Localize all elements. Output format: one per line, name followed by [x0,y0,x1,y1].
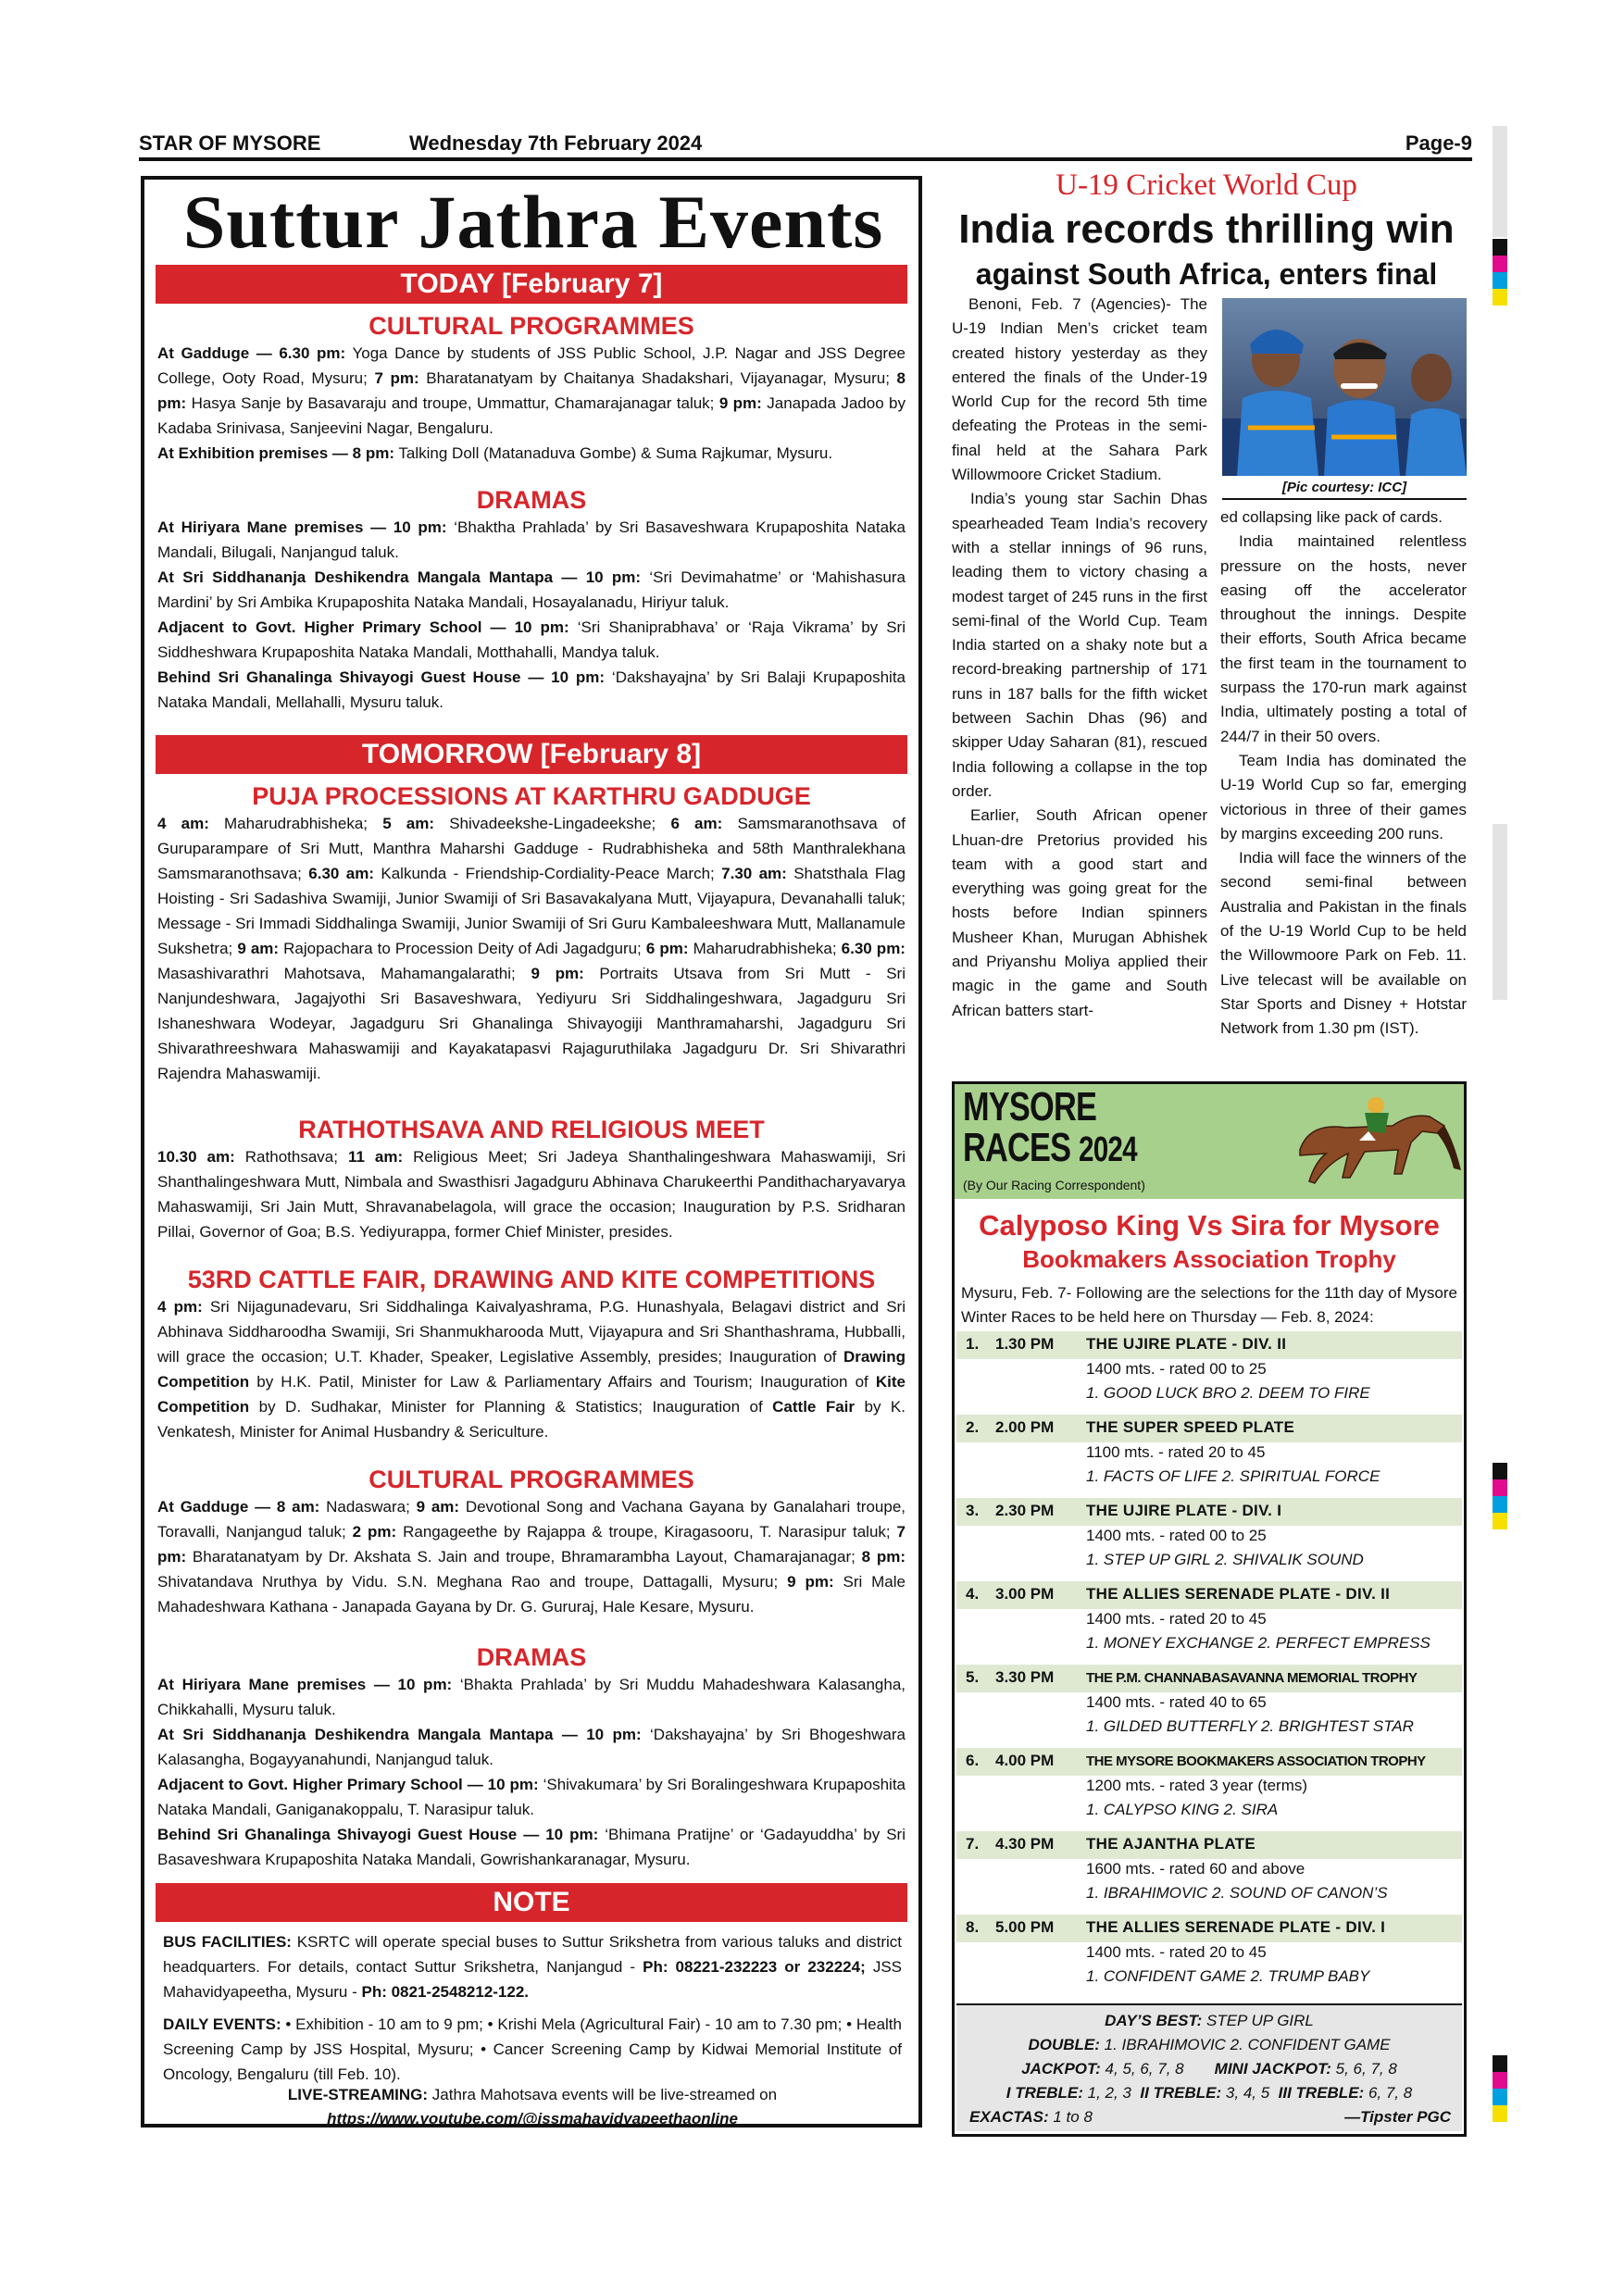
jackpot: JACKPOT: 4, 5, 6, 7, 8 MINI JACKPOT: 5, 6, 7, 8 [1021,2060,1397,2078]
dramas-2-heading: DRAMAS [476,1643,587,1671]
registration-bar [1493,2072,1507,2089]
race-number: 8. [966,1918,980,1936]
race-number: 2. [966,1418,980,1436]
days-best-box [956,2003,1462,2131]
race-number: 3. [966,1502,980,1519]
photo-caption: [Pic courtesy: ICC] [1222,478,1467,500]
registration-bar [1493,239,1507,256]
issue-date: Wednesday 7th February 2024 [409,131,703,155]
race-name: THE AJANTHA PLATE [1086,1835,1255,1853]
today-dramas-text: At Hiriyara Mane premises — 10 pm: ‘Bhaktha Prahlada’ by Sri Basaveshwara Krupaposhita Nataka Mandali, Bilugali, Nanjangud taluk. At Sri Siddhananja Deshikendra Mangala Mantapa — 10 pm: ‘Sri Devimahatme’ or ‘Mahishasura Mardini’ by Sri Ambika Krupaposhita Nataka Mandali, Hosayalanadu, Hiriyur taluk. Adjacent to Govt. Higher Primary School — 10 pm: ‘Sri Shaniprabhava’ or ‘Raja Vikrama’ by Sri Siddheshwara Krupaposhita Nataka Mandali, Motthahalli, Mandya taluk. Behind Sri Ghanalinga Shivayogi Guest House — 10 pm: ‘Dakshayajna’ by Sri Balaji Krupaposhita Nataka Mandali, Mellahalli, Mysuru taluk. [157,518,906,711]
cricket-paragraph: Earlier, South African opener Lhuan-dre Pretorius provided his team with a good start and everything was going great for the hosts before Indian spinners Musheer Khan, Murugan Abhishek and Priyanshu Moliya applied their magic in the game and South African batters start- [952,806,1207,1019]
race-entry [956,1665,1462,1746]
tomorrow-band: TOMORROW [February 8] [156,735,907,774]
cricket-paragraph: India’s young star Sachin Dhas spearheaded Team India’s recovery with a stellar innings of 96 runs, leading them to victory chasing a modest target of 245 runs in the first semi-final of the World Cup. Team India started on a shaky note but a record-breaking partnership of 171 runs in 187 balls for the fifth wicket between Sachin Dhas (96) and skipper Uday Saharan (81), rescued India following a collapse in the top order. [952,490,1207,800]
race-entry [956,1748,1462,1829]
livestream-link[interactable]: https://www.youtube.com/@jssmahavidyapeethaonline [327,2110,738,2128]
registration-bar [1493,126,1507,237]
race-selection: 1. GOOD LUCK BRO 2. DEEM TO FIRE [1086,1384,1370,1402]
race-time: 3.00 PM [995,1585,1055,1603]
registration-bar [1493,256,1507,272]
cattle-fair-text: 4 pm: Sri Nijagunadevaru, Sri Siddhalinga Kaivalyashrama, P.G. Hunashyala, Belagavi district and Sri Abhinava Siddharoodha Swamiji, Sri Shanmukharooda Mutt, Vijayapura and Sri Shanthashrama, Hubballi, will grace the occasion; U.T. Khader, Speaker, Legislative Assembly, presides; Inauguration of Drawing Competition by H.K. Patil, Minister for Law & Parliamentary Affairs and Tourism; Inauguration of Kite Competition by D. Sudhakar, Minister for Planning & Statistics; Inauguration of Cattle Fair by K. Venkatesh, Minister for Animal Husbandry & Sericulture. [157,1298,906,1441]
races-year: 2024 [1079,1130,1137,1169]
livestream-label: LIVE-STREAMING: [287,2086,429,2103]
registration-bar [1493,289,1507,306]
dramas-heading: DRAMAS [476,486,587,514]
race-name: THE ALLIES SERENADE PLATE - DIV. II [1086,1585,1391,1603]
races-intro: Mysuru, Feb. 7- Following are the selections for the 11th day of Mysore Winter Races to be held here on Thursday — Feb. 8, 2024: [961,1284,1457,1326]
today-band: TODAY [February 7] [156,265,907,304]
race-distance: 1400 mts. - rated 20 to 45 [1086,1610,1267,1628]
race-selection: 1. CONFIDENT GAME 2. TRUMP BABY [1086,1967,1370,1985]
jathra-title: Suttur Jathra Events [182,180,884,264]
race-entry [956,1831,1462,1913]
cricket-paragraph: ed collapsing like pack of cards. [1220,508,1443,526]
race-distance: 1400 mts. - rated 20 to 45 [1086,1943,1267,1961]
registration-bar [1493,1496,1507,1513]
rathothsava-text: 10.30 am: Rathothsava; 11 am: Religious Meet; Sri Jadeya Shanthalingeshwara Mahaswamiji, Sri Shanthalingeshwara Mutt, Nimbala and Swasthisri Jagadguru Abhinava Charukeerthi Pandithacharyavarya Mahaswamiji, Sri Jain Mutt, Shravanabelagola, will grace the occasion; Inauguration by P.S. Sridharan Pillai, Governor of Goa; B.S. Yediyurappa, former Chief Minister, presides. [157,1148,906,1241]
cricket-column-2 [1220,505,1467,1042]
registration-bar [1493,824,1507,1000]
tipster: —Tipster PGC [1344,2108,1451,2126]
cricket-subheadline: against South Africa, enters final [975,257,1438,291]
registration-bar [1493,272,1507,289]
today-cultural-text: At Gadduge — 6.30 pm: Yoga Dance by students of JSS Public School, J.P. Nagar and JSS Degree College, Ooty Road, Mysuru; 7 pm: Bharatanatyam by Chaitanya Shadakshari, Vijayanagar, Mysuru; 8 pm: Hasya Sanje by Basavaraju and troupe, Ummattur, Chamarajanagar taluk; 9 pm: Janapada Jadoo by Kadaba Srinivasa, Sanjeevini Nagar, Bengaluru. At Exhibition premises — 8 pm: Talking Doll (Matanaduva Gombe) & Suma Rajkumar, Mysuru. [157,344,906,462]
cricket-column-1 [952,293,1207,1023]
livestream-text: Jathra Mahotsava events will be live-streamed on [431,2086,778,2103]
page-number: Page-9 [1405,131,1472,155]
registration-bar [1493,2055,1507,2072]
races-correspondent: (By Our Racing Correspondent) [963,1178,1145,1192]
race-distance: 1400 mts. - rated 00 to 25 [1086,1527,1267,1544]
cricket-headline: India records thrilling win [958,206,1455,252]
days-best: DAY’S BEST: STEP UP GIRL [1105,2012,1314,2029]
livestream-note [163,2083,902,2131]
page-header [139,128,1472,159]
tomorrow-cultural-text: At Gadduge — 8 am: Nadaswara; 9 am: Devotional Song and Vachana Gayana by Ganalahari troupe, Toravalli, Nanjangud taluk; 2 pm: Rangageethe by Rajappa & troupe, Kiragasooru, T. Narasipur taluk; 7 pm: Bharatanatyam by Dr. Akshata S. Jain and troupe, Bhramarambha Layout, Chamarajanagar; 8 pm: Shivatandava Nruthya by Vidu. S.N. Meghana Rao and troupe, Dattagalli, Mysuru; 9 pm: Sri Male Mahadeshwara Kathana - Janapada Gayana by Dr. G. Gururaj, Hale Kesare, Mysuru. [157,1498,906,1616]
race-number: 5. [966,1668,980,1686]
trebles: I TREBLE: 1, 2, 3 II TREBLE: 3, 4, 5 III TREBLE: 6, 7, 8 [1006,2084,1413,2102]
race-number: 4. [966,1585,980,1603]
races-headline: Calyposo King Vs Sira for Mysore [979,1209,1440,1242]
registration-bar [1493,1479,1507,1496]
race-time: 4.00 PM [995,1752,1055,1769]
note-text: BUS FACILITIES: KSRTC will operate special buses to Suttur Srikshetra from various taluks and district headquarters. For details, contact Suttur Srikshetra, Nanjangud - Ph: 08221-232223 or 232224; JSS Mahavidyapeetha, Mysuru - Ph: 0821-2548212-122. DAILY EVENTS: • Exhibition - 10 am to 9 pm; • Krishi Mela (Agricultural Fair) - 10 am to 7.30 pm; • Health Screening Camp by JSS Hospital, Mysuru; • Cancer Screening Camp by Kidwai Memorial Institute of Oncology, Bengaluru (till Feb. 10). [163,1933,902,2083]
race-time: 5.00 PM [995,1918,1055,1936]
race-name: THE P.M. CHANNABASAVANNA MEMORIAL TROPHY [1086,1670,1418,1686]
race-time: 2.00 PM [995,1418,1055,1436]
cattle-fair-heading: 53RD CATTLE FAIR, DRAWING AND KITE COMPETITIONS [187,1266,876,1293]
race-time: 1.30 PM [995,1335,1055,1353]
races-title [963,1084,1137,1170]
newspaper-name: STAR OF MYSORE [139,131,321,155]
race-selection: 1. IBRAHIMOVIC 2. SOUND OF CANON’S [1086,1884,1388,1902]
race-selection: 1. FACTS OF LIFE 2. SPIRITUAL FORCE [1086,1467,1380,1485]
races-subheadline: Bookmakers Association Trophy [1022,1245,1396,1273]
race-number: 6. [966,1752,980,1769]
races-title-line2: RACES [963,1125,1071,1170]
race-selection: 1. CALYPSO KING 2. SIRA [1086,1801,1279,1818]
race-number: 1. [966,1335,980,1353]
race-distance: 1600 mts. - rated 60 and above [1086,1860,1305,1878]
exactas: EXACTAS: 1 to 8 —Tipster PGC [969,2105,1451,2129]
races-title-line1: MYSORE [963,1084,1097,1129]
race-distance: 1400 mts. - rated 40 to 65 [1086,1693,1267,1711]
cricket-paragraph: India maintained relentless pressure on the hosts, never easing off the accelerator throughout the innings. Despite their efforts, South Africa became the first team in the tournament to surpass the 170-run mark against India, ultimately posting a total of 244/7 in their 50 overs. [1220,532,1467,745]
registration-bar [1493,1463,1507,1479]
cricket-paragraph: India will face the winners of the second semi-final between Australia and Pakistan in the finals of the U-19 World Cup to be held the Willowmoore Park on Feb. 11. Live telecast will be available on Star Sports and Disney + Hotstar Network from 1.30 pm (IST). [1220,849,1467,1038]
race-name: THE UJIRE PLATE - DIV. I [1086,1502,1282,1519]
race-entry [956,1498,1462,1579]
header-rule [139,157,1472,161]
cricket-paragraph: Benoni, Feb. 7 (Agencies)- The U-19 Indian Men’s cricket team created history yesterday as they entered the finals of the Under-19 World Cup for the record 5th time defeating the Proteas in the semi-final held at the Sahara Park Willowmoore Cricket Stadium. [952,295,1207,484]
race-name: THE UJIRE PLATE - DIV. II [1086,1335,1287,1353]
race-entry [956,1581,1462,1663]
cricket-photo [1222,298,1467,476]
registration-bar [1493,1513,1507,1529]
race-selection: 1. STEP UP GIRL 2. SHIVALIK SOUND [1086,1551,1364,1568]
race-time: 2.30 PM [995,1502,1055,1519]
race-time: 3.30 PM [995,1668,1055,1686]
horse-jockey-icon [1272,1085,1463,1196]
double: DOUBLE: 1. IBRAHIMOVIC 2. CONFIDENT GAME [1028,2036,1391,2053]
cricket-paragraph: Team India has dominated the U-19 World Cup so far, emerging victorious in three of their games by margins exceeding 200 runs. [1220,751,1467,842]
cultural-programmes-heading: CULTURAL PROGRAMMES [369,312,694,340]
race-distance: 1100 mts. - rated 20 to 45 [1086,1443,1266,1461]
tomorrow-dramas-text: At Hiriyara Mane premises — 10 pm: ‘Bhakta Prahlada’ by Sri Muddu Mahadeshwara Kalasangha, Chikkahalli, Mysuru taluk. At Sri Siddhananja Deshikendra Mangala Mantapa — 10 pm: ‘Dakshayajna’ by Sri Bhogeshwara Kalasangha, Bogayyanahundi, Nanjangud taluk. Adjacent to Govt. Higher Primary School — 10 pm: ‘Shivakumara’ by Sri Boralingeshwara Krupaposhita Nataka Mandali, Ganiganakoppalu, T. Narasipur taluk. Behind Sri Ghanalinga Shivayogi Guest House — 10 pm: ‘Bhimana Pratijne’ or ‘Gadayuddha’ by Sri Basaveshwara Krupaposhita Nataka Mandali, Gowrishankaranagar, Mysuru. [157,1676,906,1868]
puja-processions-heading: PUJA PROCESSIONS AT KARTHRU GADDUGE [252,782,811,810]
race-entry [956,1915,1462,1996]
race-number: 7. [966,1835,980,1853]
race-entry [956,1331,1462,1413]
race-time: 4.30 PM [995,1835,1055,1853]
rathothsava-heading: RATHOTHSAVA AND RELIGIOUS MEET [298,1116,765,1143]
race-name: THE ALLIES SERENADE PLATE - DIV. I [1086,1918,1386,1936]
race-selection: 1. GILDED BUTTERFLY 2. BRIGHTEST STAR [1086,1717,1414,1735]
race-entry [956,1415,1462,1496]
race-distance: 1400 mts. - rated 00 to 25 [1086,1360,1267,1378]
race-name: THE MYSORE BOOKMAKERS ASSOCIATION TROPHY [1086,1753,1426,1769]
cricket-players-image [1222,298,1467,476]
race-name: THE SUPER SPEED PLATE [1086,1418,1295,1436]
registration-bar [1493,2105,1507,2122]
puja-processions-text: 4 am: Maharudrabhisheka; 5 am: Shivadeekshe-Lingadeekshe; 6 am: Samsmaranothsava of Guruparampare of Sri Mutt, Manthra Maharshi Gadduge - Rudrabhisheka and 58th Manthralekhana Samsmaranothsava; 6.30 am: Kalkunda - Friendship-Cordiality-Peace March; 7.30 am: Shatsthala Flag Hoisting - Sri Sadashiva Swamiji, Junior Swamiji of Sri Basavakalyana Mutt, Vijayapura, Devanahalli taluk; Message - Sri Immadi Siddhalinga Swamiji, Junior Swamiji of Sri Guru Kambaleeshwara Mutt, Mallanamule Sukshetra; 9 am: Rajopachara to Procession Deity of Adi Jagadguru; 6 pm: Maharudrabhisheka; 6.30 pm: Masashivarathri Mahotsava, Mahamangalarathi; 9 pm: Portraits Utsava from Sri Mutt - Sri Nanjundeshwara, Jagajyothi Sri Basaveshwara, Yediyuru Sri Siddhalingeshwara, Jagadguru Sri Ishaneshwara Wodeyar, Jagadguru Sri Ghanalinga Shivayogiji Manthramaharshi, Jagadguru Sri Shivarathreeshwara Mahaswamiji and Kayakatapasvi Rajaguruthilaka Jagadguru Dr. Sri Shivarathri Rajendra Mahaswamiji. [157,815,906,1082]
note-band: NOTE [156,1883,907,1922]
cultural-programmes-2-heading: CULTURAL PROGRAMMES [369,1466,694,1493]
race-selection: 1. MONEY EXCHANGE 2. PERFECT EMPRESS [1086,1634,1430,1652]
cricket-kicker: U-19 Cricket World Cup [1056,168,1357,202]
race-distance: 1200 mts. - rated 3 year (terms) [1086,1777,1308,1794]
registration-bar [1493,2089,1507,2105]
